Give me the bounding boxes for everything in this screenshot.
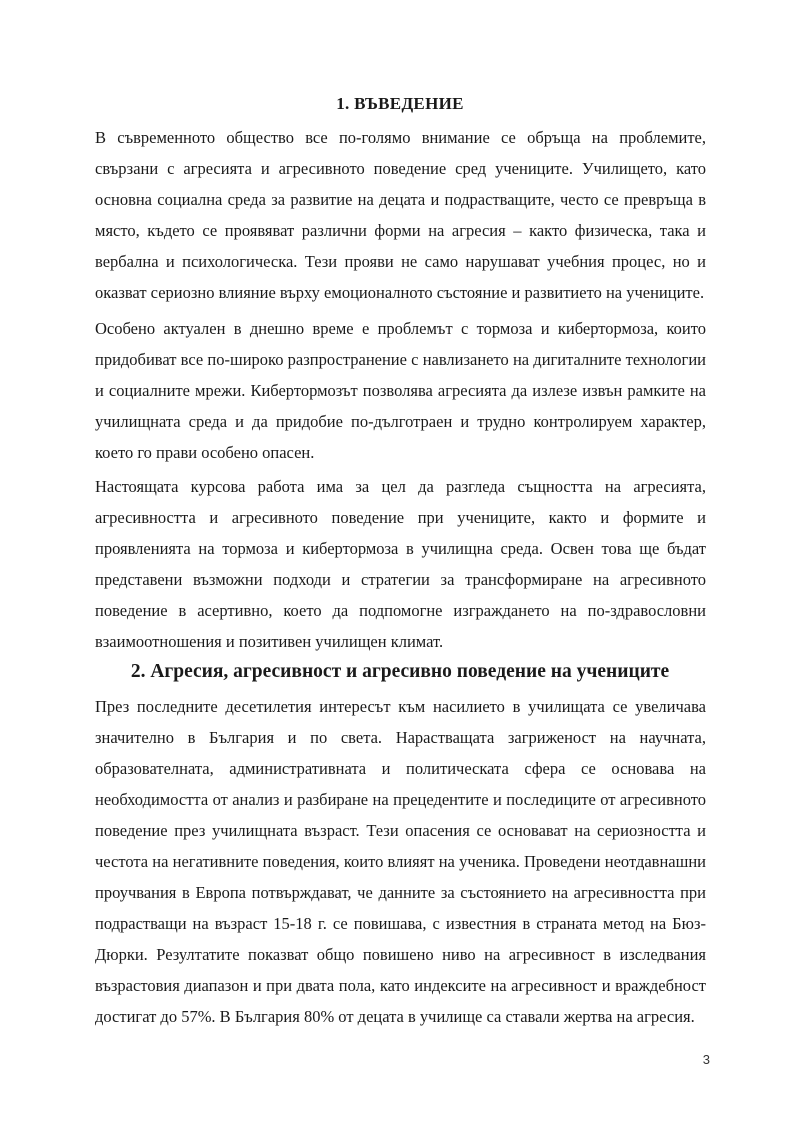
section-heading-aggression: 2. Агресия, агресивност и агресивно поведение на учениците <box>130 661 670 682</box>
intro-paragraph-1: В съвременното общество все по-голямо внимание се обръща на проблемите, свързани с агресията и агресивното поведение сред учениците. Училището, като основна социална среда за развитие на децата и подрастващите, често се превръща в място, където се проявяват различни форми на агресия – както физическа, така и вербална и психологическа. Тези прояви не само нарушават учебния процес, но и оказват сериозно влияние върху емоционалното състояние и развитието на учениците. <box>95 128 706 302</box>
intro-paragraph-2: Особено актуален в днешно време е проблемът с тормоза и кибертормоза, които придобиват все по-широко разпространение с навлизането на дигиталните технологии и социалните мрежи. Кибертормозът позволява агресията да излезе извън рамките на училищната среда и да придобие по-дълготраен и трудно контролируем характер, което го прави особено опасен. <box>95 319 706 462</box>
intro-paragraph-3: Настоящата курсова работа има за цел да разгледа същността на агресията, агресивността и агресивното поведение при учениците, както и формите и проявленията на тормоза и кибертормоза в училищна среда. Освен това ще бъдат представени възможни подходи и стратегии за трансформиране на агресивното поведение в асертивно, което да подпомогне изграждането на по-здравословни взаимоотношения и позитивен училищен климат. <box>95 477 706 651</box>
page-number: 3 <box>702 1052 710 1067</box>
section-heading-introduction: 1. ВЪВЕДЕНИЕ <box>336 94 464 113</box>
aggression-paragraph: През последните десетилетия интересът към насилието в училищата се увеличава значително в България и по света. Нарастващата загриженост на научната, образователната, административната и политическата сфера се основава на необходимостта от анализ и разбиране на прецедентите и последиците от агресивното поведение през училищната възраст. Тези опасения се основават на сериозността и честота на негативните поведения, които влияят на ученика. Проведени неотдавнашни проучвания в Европа потвърждават, че данните за състоянието на агресивността при подрастващи на възраст 15-18 г. се повишава, с известния в страната метод на Бюз-Дюрки. Резултатите показват общо повишено ниво на агресивност в изследвания възрастовия диапазон и при двата пола, като индексите на агресивност и враждебност достигат до 57%. В България 80% от децата в училище са ставали жертва на агресия. <box>95 697 706 1026</box>
